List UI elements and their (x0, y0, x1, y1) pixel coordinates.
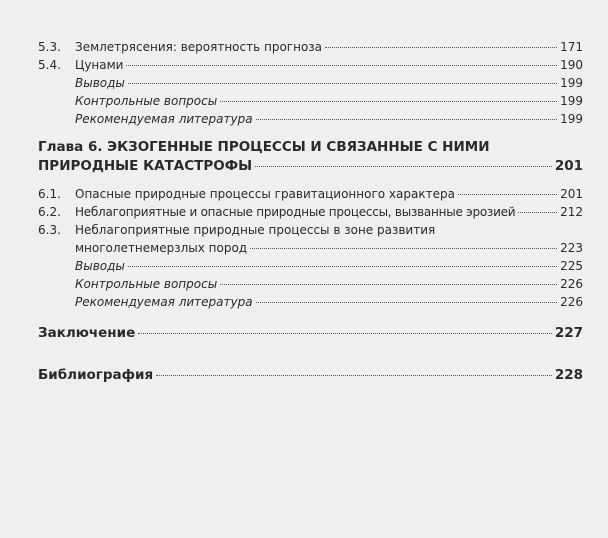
toc-entry-ch5-literature[interactable] (75, 112, 583, 126)
dot-leader (256, 119, 558, 120)
dot-leader (220, 101, 557, 102)
toc-entry-title: Опасные природные процессы гравитационного характера (75, 187, 455, 201)
dot-leader (250, 248, 557, 249)
toc-entry-title-line1: Неблагоприятные природные процессы в зоне развития (75, 223, 436, 237)
dot-leader (128, 266, 557, 267)
toc-entry-title: Контрольные вопросы (75, 277, 218, 291)
toc-entry-6-1[interactable] (75, 187, 583, 201)
toc-entry-page: 201 (554, 158, 583, 174)
dot-leader (220, 284, 557, 285)
dot-leader (126, 65, 557, 66)
toc-entry-title: Рекомендуемая литература (75, 295, 253, 309)
toc-entry-page: 227 (554, 325, 583, 341)
section-number: 5.3. (38, 40, 61, 54)
dot-leader (325, 47, 557, 48)
toc-entry-ch6-conclusions[interactable] (75, 259, 583, 273)
toc-entry-chapter-6[interactable] (38, 158, 583, 175)
toc-entry-page: 190 (560, 58, 583, 72)
dot-leader (256, 302, 558, 303)
section-number: 6.2. (38, 205, 61, 219)
toc-entry-conclusion[interactable] (38, 325, 583, 342)
toc-entry-title: Заключение (38, 325, 136, 341)
toc-entry-ch6-literature[interactable] (75, 295, 583, 309)
toc-entry-ch5-conclusions[interactable] (75, 76, 583, 90)
toc-entry-5-4[interactable] (75, 58, 583, 72)
toc-entry-page: 228 (554, 367, 583, 383)
toc-entry-title: Выводы (75, 259, 125, 273)
chapter-heading-line2: ПРИРОДНЫЕ КАТАСТРОФЫ (38, 158, 253, 174)
chapter-heading-line1: Глава 6. ЭКЗОГЕННЫЕ ПРОЦЕССЫ И СВЯЗАННЫЕ С НИМИ (38, 139, 490, 155)
toc-entry-title: Рекомендуемая литература (75, 112, 253, 126)
toc-entry-page: 212 (560, 205, 583, 219)
toc-entry-title: Библиография (38, 367, 154, 383)
section-number: 6.3. (38, 223, 61, 237)
dot-leader (128, 83, 557, 84)
toc-entry-ch6-questions[interactable] (75, 277, 583, 291)
toc-entry-page: 199 (560, 76, 583, 90)
dot-leader (156, 375, 552, 376)
toc-entry-title-line2: многолетнемерзлых пород (75, 241, 248, 255)
toc-entry-page: 226 (560, 295, 583, 309)
toc-entry-page: 171 (560, 40, 583, 54)
dot-leader (458, 194, 557, 195)
toc-entry-6-2[interactable] (75, 205, 583, 219)
dot-leader (138, 333, 552, 334)
dot-leader (255, 166, 552, 167)
toc-entry-page: 199 (560, 112, 583, 126)
toc-entry-5-3[interactable] (75, 40, 583, 54)
toc-entry-page: 225 (560, 259, 583, 273)
toc-entry-title: Выводы (75, 76, 125, 90)
toc-entry-page: 223 (560, 241, 583, 255)
toc-entry-title: Неблагоприятные и опасные природные процессы, вызванные эрозией (75, 205, 516, 219)
toc-entry-title: Землетрясения: вероятность прогноза (75, 40, 323, 54)
toc-entry-ch5-questions[interactable] (75, 94, 583, 108)
toc-entry-bibliography[interactable] (38, 367, 583, 384)
toc-entry-title: Цунами (75, 58, 124, 72)
toc-entry-page: 201 (560, 187, 583, 201)
toc-entry-page: 226 (560, 277, 583, 291)
dot-leader (518, 212, 557, 213)
toc-entry-6-3[interactable] (75, 241, 583, 255)
section-number: 5.4. (38, 58, 61, 72)
toc-entry-title: Контрольные вопросы (75, 94, 218, 108)
section-number: 6.1. (38, 187, 61, 201)
toc-entry-page: 199 (560, 94, 583, 108)
